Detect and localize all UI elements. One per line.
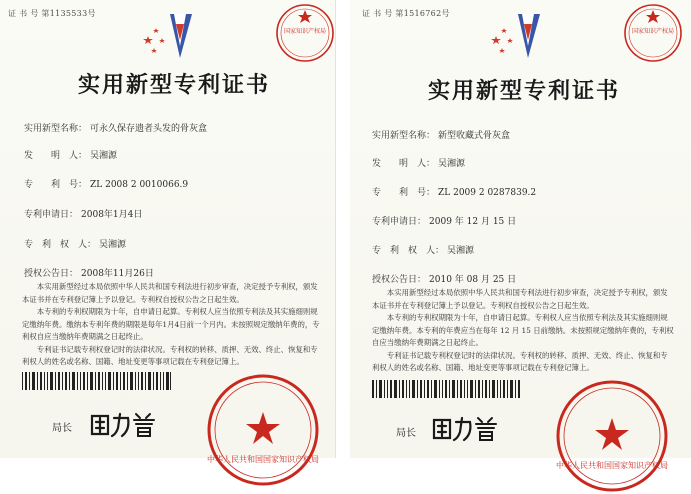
director-label: 局长 — [52, 423, 72, 434]
field-label: 专 利 号： — [372, 188, 436, 198]
field-value: 吴湘源 — [90, 151, 118, 161]
body-paragraph: 专利证书记载专利权登记时的法律状况。专利权的转移、质押、无效、终止、恢复和专利权人的姓名或名称、国籍、地址变更等事项记载在专利登记簿上。 — [372, 350, 668, 372]
field-filing-date — [372, 214, 516, 227]
page-edge — [335, 0, 336, 458]
field-label: 专利申请日： — [372, 217, 427, 227]
office-seal — [554, 378, 670, 494]
field-value: ZL 2008 2 0010066.9 — [90, 180, 189, 190]
field-grant-date — [24, 266, 154, 279]
director-signature — [88, 410, 160, 438]
field-label: 发 明 人： — [372, 159, 436, 169]
body-paragraph: 本专利的专利权期限为十年，自申请日起算。专利权人应当依照专利法及其实施细则规定缴纳年费。缴纳本专利年费的期限是每年1月4日前一个月内。未按照规定缴纳年费的，专利权自应当缴纳年费期满之日起终止。 — [22, 307, 320, 341]
certificate-number: 证 书 号 第1516762号 — [362, 9, 450, 18]
body-paragraph: 本实用新型经过本局依照中华人民共和国专利法进行初步审查，决定授予专利权，颁发本证书并在专利登记簿上予以登记。专利权自授权公告之日起生效。 — [372, 288, 668, 310]
field-patentee — [24, 237, 126, 250]
body-paragraph: 本实用新型经过本局依照中华人民共和国专利法进行初步审查，决定授予专利权，颁发本证书并在专利登记簿上予以登记。专利权自授权公告之日起生效。 — [22, 282, 318, 304]
field-label: 专利申请日： — [24, 210, 79, 220]
field-label: 发 明 人： — [24, 151, 88, 161]
corner-seal — [274, 2, 336, 64]
field-inventor — [24, 148, 117, 161]
field-value: ZL 2009 2 0287839.2 — [438, 188, 537, 198]
sipo-emblem-icon — [488, 10, 556, 62]
certificate-title: 实用新型专利证书 — [78, 72, 271, 98]
field-value: 可永久保存遗者头发的骨灰盒 — [90, 124, 208, 134]
director-signature — [430, 414, 502, 442]
certificate-body — [22, 281, 320, 369]
field-utility-model-name — [24, 121, 207, 134]
field-grant-date — [372, 272, 516, 285]
corner-seal — [622, 2, 684, 64]
field-value: 吴湘源 — [438, 159, 466, 169]
office-seal — [205, 372, 321, 488]
office-seal-text: 中华人民共和国国家知识产权局 — [207, 455, 319, 464]
corner-seal-text: 国家知识产权局 — [631, 28, 674, 35]
field-label: 实用新型名称： — [24, 124, 88, 134]
field-inventor — [372, 156, 465, 169]
field-filing-date — [24, 207, 142, 220]
certificate-title: 实用新型专利证书 — [428, 78, 621, 104]
certificate-left — [0, 0, 336, 464]
barcode-icon — [372, 380, 522, 398]
field-label: 实用新型名称： — [372, 131, 436, 141]
certificate-right — [350, 0, 691, 470]
certificate-number: 证 书 号 第1135533号 — [8, 9, 96, 18]
field-label: 专 利 号： — [24, 180, 88, 190]
field-label: 专 利 权 人： — [24, 240, 97, 250]
field-value: 2009 年 12 月 15 日 — [429, 217, 517, 227]
sipo-emblem-icon — [140, 10, 208, 62]
field-label: 授权公告日： — [372, 275, 427, 285]
body-paragraph: 本专利的专利权期限为十年，自申请日起算。专利权人应当依照专利法及其实施细则规定缴纳年费。本专利的年费应当在每年 12 月 15 日前缴纳。未按照规定缴纳年费的，专利权自应当缴纳年费期满之日起终止。 — [372, 313, 674, 347]
certificate-body — [372, 287, 674, 375]
field-patent-number — [24, 177, 188, 190]
field-value: 2008年1月4日 — [81, 210, 143, 220]
director-label: 局长 — [396, 428, 416, 439]
field-label: 专 利 权 人： — [372, 246, 445, 256]
field-patent-number — [372, 185, 536, 198]
field-value: 2010 年 08 月 25 日 — [429, 275, 517, 285]
field-value: 吴湘源 — [99, 240, 127, 250]
field-value: 吴湘源 — [447, 246, 475, 256]
field-patentee — [372, 243, 474, 256]
body-paragraph: 专利证书记载专利权登记时的法律状况。专利权的转移、质押、无效、终止、恢复和专利权人的姓名或名称、国籍、地址变更等事项记载在专利登记簿上。 — [22, 344, 318, 366]
office-seal-text: 中华人民共和国国家知识产权局 — [556, 461, 668, 470]
corner-seal-text: 国家知识产权局 — [283, 28, 326, 35]
field-utility-model-name — [372, 128, 510, 141]
field-label: 授权公告日： — [24, 269, 79, 279]
field-value: 新型收藏式骨灰盒 — [438, 131, 511, 141]
field-value: 2008年11月26日 — [81, 269, 154, 279]
barcode-icon — [22, 372, 172, 390]
